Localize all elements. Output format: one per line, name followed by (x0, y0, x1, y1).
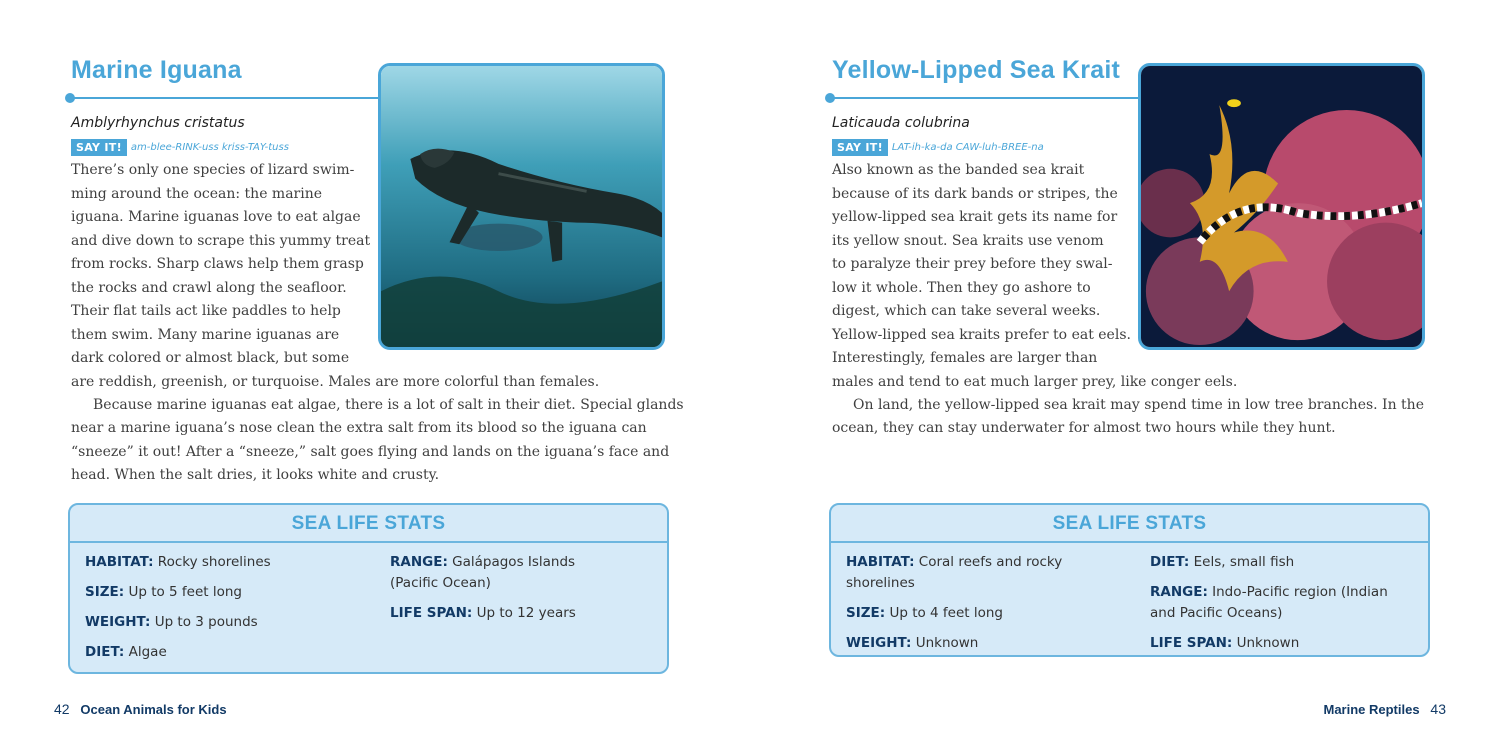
body-line: because of its dark bands or stripes, the (832, 186, 1118, 202)
say-it-badge: SAY IT! (832, 139, 888, 156)
scientific-name: Amblyrhynchus cristatus (71, 115, 245, 131)
body-line: the rocks and crawl along the seafloor. (71, 280, 347, 296)
say-it-badge: SAY IT! (71, 139, 127, 156)
stat-value: Galápagos Islands (452, 554, 576, 570)
stat-value: Up to 5 feet long (128, 584, 243, 600)
stat-value: Indo-Pacific region (Indian (1212, 584, 1388, 600)
stat-value: Up to 4 feet long (889, 605, 1004, 621)
body-line: iguana. Marine iguanas love to eat algae (71, 209, 361, 225)
stat-key: LIFE SPAN: (390, 605, 473, 621)
body-line: head. When the salt dries, it looks white and crusty. (71, 467, 440, 483)
stat-value: Eels, small fish (1193, 554, 1295, 570)
right-page (750, 0, 1500, 750)
page-title: Marine Iguana (71, 56, 242, 84)
body-line: dark colored or almost black, but some (71, 350, 350, 366)
stat-key: SIZE: (85, 584, 125, 600)
stat-value-cont: and Pacific Oceans) (1150, 605, 1283, 621)
stat-value: Up to 3 pounds (154, 614, 258, 630)
stat-key: WEIGHT: (85, 614, 151, 630)
sea-life-stats-box (68, 503, 669, 674)
body-line: digest, which can take several weeks. (832, 303, 1101, 319)
body-line: Their flat tails act like paddles to help (71, 303, 341, 319)
pronunciation-text: LAT-ih-ka-da CAW-luh-BREE-na (891, 142, 1044, 153)
stat-value: Unknown (1236, 635, 1300, 651)
marine-iguana-photo (378, 63, 665, 350)
body-line: are reddish, greenish, or turquoise. Males are more colorful than females. (71, 374, 600, 390)
body-line: Yellow-lipped sea kraits prefer to eat eels. (832, 327, 1131, 343)
running-title: Ocean Animals for Kids (80, 702, 227, 717)
stat-value: Coral reefs and rocky (918, 554, 1063, 570)
page-footer (1323, 701, 1446, 717)
pronunciation-row (832, 139, 1044, 156)
stat-value: Rocky shorelines (157, 554, 271, 570)
stats-title: SEA LIFE STATS (831, 505, 1428, 543)
stat-key: DIET: (1150, 554, 1190, 570)
stat-life-span (1150, 633, 1299, 654)
body-line: low it whole. Then they go ashore to (832, 280, 1091, 296)
stat-key: RANGE: (1150, 584, 1208, 600)
stat-range (1150, 582, 1388, 624)
stat-diet (85, 642, 167, 663)
stat-size (85, 582, 242, 603)
sea-life-stats-box (829, 503, 1430, 657)
body-line: yellow-lipped sea krait gets its name for (832, 209, 1118, 225)
stat-value: Up to 12 years (476, 605, 576, 621)
title-rule (70, 97, 380, 99)
body-line: ming around the ocean: the marine (71, 186, 323, 202)
stats-title: SEA LIFE STATS (70, 505, 667, 543)
page-footer (54, 701, 227, 717)
stat-diet (1150, 552, 1294, 573)
sea-krait-photo (1138, 63, 1425, 350)
stat-value: Unknown (915, 635, 979, 651)
pronunciation-text: am-blee-RINK-uss kriss-TAY-tuss (130, 142, 289, 153)
body-line: “sneeze” it out! After a “sneeze,” salt goes flying and lands on the iguana’s face and (71, 444, 670, 460)
stat-key: LIFE SPAN: (1150, 635, 1233, 651)
stat-key: RANGE: (390, 554, 448, 570)
stat-size (846, 603, 1003, 624)
body-line: to paralyze their prey before they swal- (832, 256, 1113, 272)
stat-value-cont: (Pacific Ocean) (390, 575, 491, 591)
stat-weight (85, 612, 258, 633)
stat-habitat (85, 552, 271, 573)
stat-range (390, 552, 575, 594)
stat-life-span (390, 603, 576, 624)
running-title: Marine Reptiles (1323, 702, 1420, 717)
stat-weight (846, 633, 978, 654)
body-line: them swim. Many marine iguanas are (71, 327, 340, 343)
stat-key: DIET: (85, 644, 125, 660)
page-number: 42 (54, 701, 70, 717)
pronunciation-row (71, 139, 289, 156)
body-line: Also known as the banded sea krait (832, 162, 1085, 178)
body-line: There’s only one species of lizard swim- (71, 162, 355, 178)
body-line: ocean, they can stay underwater for almost two hours while they hunt. (832, 420, 1336, 436)
stat-key: SIZE: (846, 605, 886, 621)
body-line: and dive down to scrape this yummy treat (71, 233, 371, 249)
stat-key: HABITAT: (846, 554, 915, 570)
body-line: males and tend to eat much larger prey, like conger eels. (832, 374, 1238, 390)
page-title: Yellow-Lipped Sea Krait (832, 56, 1120, 84)
body-line: from rocks. Sharp claws help them grasp (71, 256, 364, 272)
body-line: near a marine iguana’s nose clean the extra salt from its blood so the iguana can (71, 420, 647, 436)
body-line: On land, the yellow-lipped sea krait may spend time in low tree branches. In the (853, 397, 1424, 413)
stat-key: HABITAT: (85, 554, 154, 570)
stat-value-cont: shorelines (846, 575, 915, 591)
stat-value: Algae (128, 644, 167, 660)
stat-key: WEIGHT: (846, 635, 912, 651)
body-line: Because marine iguanas eat algae, there is a lot of salt in their diet. Special glands (93, 397, 684, 413)
stat-habitat (846, 552, 1062, 594)
page-number: 43 (1430, 701, 1446, 717)
scientific-name: Laticauda colubrina (832, 115, 970, 131)
title-rule (830, 97, 1140, 99)
body-line: Interestingly, females are larger than (832, 350, 1098, 366)
body-line: its yellow snout. Sea kraits use venom (832, 233, 1104, 249)
